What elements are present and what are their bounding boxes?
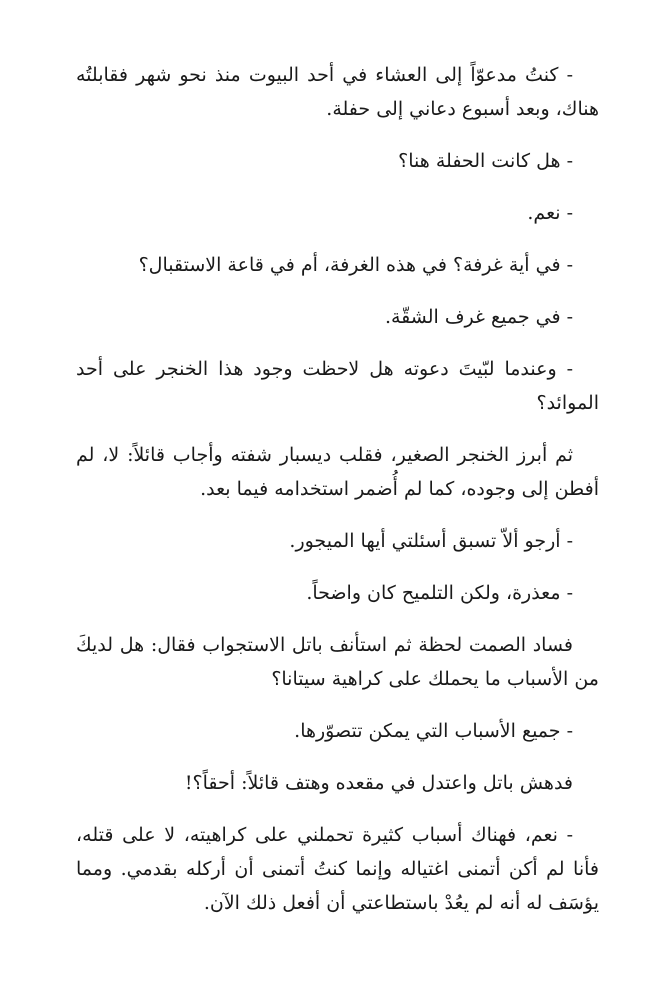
paragraph: فساد الصمت لحظة ثم استأنف باتل الاستجواب فقال: هل لديكَ من الأسباب ما يحملك على كراهية سيتانا؟ <box>76 634 599 690</box>
paragraph: - كنتُ مدعوّاً إلى العشاء في أحد البيوت منذ نحو شهر فقابلتُه هناك، وبعد أسبوع دعاني إلى حفلة. <box>76 64 599 120</box>
page-text-body <box>76 58 599 938</box>
paragraph: - في أية غرفة؟ في هذه الغرفة، أم في قاعة الاستقبال؟ <box>138 254 573 276</box>
paragraph: - وعندما لبّيتَ دعوته هل لاحظت وجود هذا الخنجر على أحد الموائد؟ <box>76 358 599 414</box>
paragraph: - نعم. <box>527 202 573 224</box>
paragraph: - أرجو ألاّ تسبق أسئلتي أيها الميجور. <box>289 530 573 552</box>
paragraph: - جميع الأسباب التي يمكن تتصوّرها. <box>294 720 573 742</box>
paragraph: - هل كانت الحفلة هنا؟ <box>398 150 573 172</box>
paragraph: - في جميع غرف الشقّة. <box>384 306 573 328</box>
paragraph: - معذرة، ولكن التلميح كان واضحاً. <box>306 582 573 604</box>
paragraph: - نعم، فهناك أسباب كثيرة تحملني على كراهيته، لا على قتله، فأنا لم أكن أتمنى اغتياله وإنما كنتُ أتمنى أن أركله بقدمي. ومما يؤسَف له أنه لم يعُدْ باستطاعتي أن أفعل ذلك الآن. <box>76 824 599 914</box>
paragraph: ثم أبرز الخنجر الصغير، فقلب ديسبار شفته وأجاب قائلاً: لا، لم أفطن إلى وجوده، كما لم أُضمر استخدامه فيما بعد. <box>76 444 599 500</box>
paragraph: فدهش باتل واعتدل في مقعده وهتف قائلاً: أحقاً؟! <box>184 772 573 794</box>
